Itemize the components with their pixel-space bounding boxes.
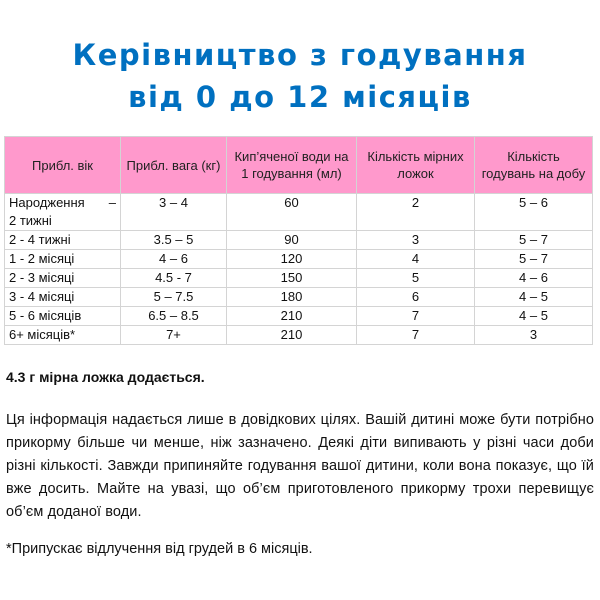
cell-feeds: 4 – 5 — [475, 288, 593, 307]
table-header-row — [5, 137, 593, 194]
cell-water: 150 — [227, 269, 357, 288]
cell-feeds: 5 – 6 — [475, 194, 593, 231]
cell-scoops: 6 — [357, 288, 475, 307]
cell-water: 210 — [227, 307, 357, 326]
scoop-note: 4.3 г мірна ложка додається. — [6, 369, 205, 385]
table-row — [5, 194, 593, 231]
cell-weight: 6.5 – 8.5 — [121, 307, 227, 326]
cell-weight: 4 – 6 — [121, 250, 227, 269]
cell-weight: 5 – 7.5 — [121, 288, 227, 307]
table-row — [5, 231, 593, 250]
cell-feeds: 4 – 5 — [475, 307, 593, 326]
cell-age: 5 - 6 місяців — [5, 307, 121, 326]
cell-weight: 4.5 - 7 — [121, 269, 227, 288]
footnote: *Припускає відлучення від грудей в 6 місяців. — [6, 541, 313, 557]
cell-feeds: 3 — [475, 326, 593, 345]
table-row — [5, 269, 593, 288]
cell-water: 120 — [227, 250, 357, 269]
cell-water: 210 — [227, 326, 357, 345]
page-title — [0, 34, 600, 118]
cell-feeds: 5 – 7 — [475, 250, 593, 269]
header-age: Прибл. вік — [5, 137, 121, 194]
cell-water: 60 — [227, 194, 357, 231]
cell-feeds: 5 – 7 — [475, 231, 593, 250]
cell-age: 1 - 2 місяці — [5, 250, 121, 269]
title-line-1: Керівництво з годування — [72, 38, 528, 72]
table-row — [5, 307, 593, 326]
feeding-table — [4, 136, 593, 345]
cell-weight: 3 – 4 — [121, 194, 227, 231]
cell-weight: 7+ — [121, 326, 227, 345]
header-water: Кип’яченої води на 1 годування (мл) — [227, 137, 357, 194]
cell-water: 180 — [227, 288, 357, 307]
cell-age: Народження – 2 тижні — [5, 194, 121, 231]
table-row — [5, 288, 593, 307]
title-line-2: від 0 до 12 місяців — [128, 80, 472, 114]
cell-scoops: 3 — [357, 231, 475, 250]
table-row — [5, 326, 593, 345]
cell-age: 3 - 4 місяці — [5, 288, 121, 307]
header-weight: Прибл. вага (кг) — [121, 137, 227, 194]
cell-water: 90 — [227, 231, 357, 250]
cell-scoops: 7 — [357, 326, 475, 345]
cell-scoops: 7 — [357, 307, 475, 326]
info-paragraph: Ця інформація надається лише в довідкових цілях. Вашій дитині може бути потрібно прикорму більше чи менше, ніж зазначено. Деякі діти випивають у різні часи доби різні кількості. Завжди припиняйте годування вашої дитини, коли вона показує, що їй вже досить. Майте на увазі, що об’єм приготовленого прикорму трохи перевищує об’єм доданої води. — [6, 412, 594, 520]
header-scoops: Кількість мірних ложок — [357, 137, 475, 194]
cell-age: 6+ місяців* — [5, 326, 121, 345]
cell-scoops: 5 — [357, 269, 475, 288]
cell-weight: 3.5 – 5 — [121, 231, 227, 250]
cell-scoops: 4 — [357, 250, 475, 269]
cell-age: 2 - 3 місяці — [5, 269, 121, 288]
cell-age: 2 - 4 тижні — [5, 231, 121, 250]
cell-feeds: 4 – 6 — [475, 269, 593, 288]
header-feeds: Кількість годувань на добу — [475, 137, 593, 194]
table-row — [5, 250, 593, 269]
cell-scoops: 2 — [357, 194, 475, 231]
